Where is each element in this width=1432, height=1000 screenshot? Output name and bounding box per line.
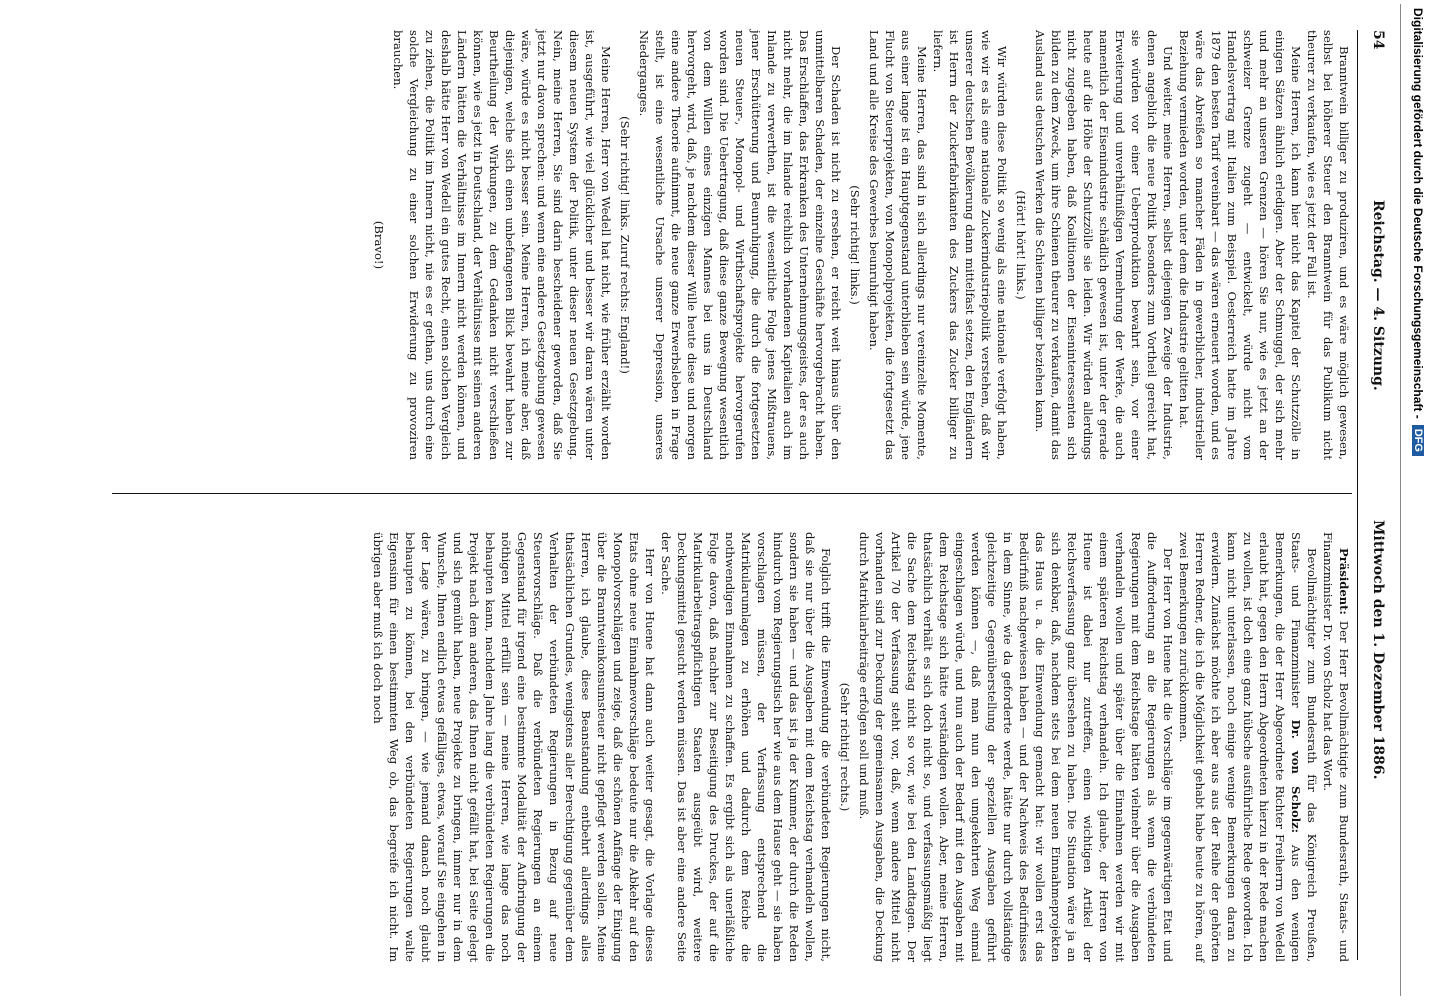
paragraph: Der Schaden ist nicht zu ersehen, er reicht weit hinaus über den unmittelbaren Schaden, der einzelne Geschäfte hervorgebracht haben. Das Erschlaffen, das Erkranken des Unternehmungsgeistes, der es auch nicht mehr, die im Inlande reichlich vorhandenen Kapitalien auch im Inlande zu verwerthen, ist die wesentliche Folge jenes Mißtrauens, jener Erschütterung und Beunruhigung, die durch die fortgesetzten neuen Steuer-, Monopol- und Wirthschaftsprojekte hervorgerufen worden sind. Die Uebertragung, daß diese ganze Bewegung wesentlich von dem Willen eines einzigen Mannes bei uns in Deutschland hervorgeht, wird, daß, je nachdem dieser Wille heute diese und morgen eine andere Theorie aufnimmt, die neue ganze Erwerbsleben in Frage stellt, ist eine wesentliche Ursache unserer Depression, unseres Niederganges. xyxy=(637,30,843,460)
paragraph xyxy=(1176,532,1320,962)
interjection: (Sehr richtig! links. Zuruf rechts: England!) xyxy=(618,116,632,374)
paragraph: Der Herr von Huene hat die Vorschläge im gegenwärtigen Etat und die Aufforderung an die Regierungen als wenn die verbündeten Regierungen mit dem Reichstage hätten vielmehr über die Ausgaben verhandeln wollen und später über die Einnahmen werden wir mit einem späteren Reichstag verhandeln. Ich glaube, der Herren von Huene ist dabei nur zutreffen, einen wichtigen Artikel der Reichsverfassung ganz übersehen zu haben. Die Situation wäre ja an sich denkbar, daß, nachdem stets bei dem neuen Einnahmeprojekten das Haus u. a. die Einwendung gemacht hat: wir wollen erst das Bedürfniß nachgewiesen haben — und der Nachweis des Bedürfnisses in dem Sinne, wie da geforderte werde, hätte nur durch vollständige gleichzeitige Gegenüberstellung der speziellen Ausgaben geführt werden können —, daß man nun den umgekehrten Weg einmal eingeschlagen würde, und nun auch der Bedarf mit den Ausgaben mit dem Reichstage sich hätte verständigen wollen. Aber, meine Herren, thatsächlich verhält es sich doch nicht so, und verfassungsmäßig liegt die Sache dem Reichstag nicht so vor, wie bei den Landtagen. Der Artikel 70 der Verfassung steht vor, daß, wenn andere Mittel nicht vorhanden sind zur Deckung der gemeinsamen Ausgaben, die Deckung durch Matrikularbeiträge erfolgen soll und muß. xyxy=(857,532,1175,962)
paragraph-text: Aus den wenigen Bemerkungen, die der Herr Abgeordnete Richter Freiherrn von Wedell erlaubt hat, gegen den Herrn Abgeordneten hierzu in der Rede machen zu wollen, ist doch eine ganz hübsche ausführliche Rede geworden. Ich kann nicht unterlassen, noch einige wenige Bemerkungen daran zu erwidern. Zunächst möchte ich aber aus aus der Reihe der gehörten Herren Redner, die ich die Möglichkeit gehabt habe heute zu hören, auf zwei Bemerkungen zurückkommen. xyxy=(1177,532,1303,962)
paragraph-text: Der Herr Bevollmächtigte zum Bundesrath, Staats- und Finanzminister Dr. von Scholz hat das Wort. xyxy=(1321,532,1351,962)
speaker-name: Dr. von Scholz: xyxy=(1289,719,1303,834)
column-divider xyxy=(112,493,1352,494)
speaker-name: Präsident: xyxy=(1337,548,1351,615)
header-rule xyxy=(1357,30,1358,960)
interjection: (Sehr richtig! rechts.) xyxy=(838,682,852,812)
paragraph: Folglich trifft die Einwendung die verbündeten Regierungen nicht, daß sie nur über die Ausgaben mit dem Reichstag verhandeln wollen, sondern sie haben — und das ist ja der Kummer, der durch die Reden hindurch vom Regierungstisch her wie aus dem Hause geht — sie haben vorschlagen müssen, der Verfassung entsprechend die Matrikularumlagen zu erhöhen und dadurch dem Reiche die nothwendigen Einnahmen zu schaffen. Es ergibt sich als unerläßliche Folge davon, daß nachher zur Beseitigung des Druckes, der auf die Matrikularbeitragspflichtigen Staaten ausgeübt wird, weitere Deckungsmittel gesucht werden müssen. Das ist aber eine andere Seite der Sache. xyxy=(659,532,833,962)
paragraph: Meine Herren, Herr von Wedell hat nicht, wie früher erzählt worden ist, ausgeführt, wie viel glücklicher und besser wir daran wären unter diesem neuen System der Politik, unter dieser neuen Gesetzgebung. Nein, meine Herren, Sie sind darin bescheidener geworden, daß Sie jetzt nur davon sprechen: und wenn eine andere Gesetzgebung gewesen wäre, würde es nicht besser sein. Meine Herren, ich meine aber, daß diejenigen, welche sich einen unbefangenen Blick bewahrt haben zur Beurtheilung der Wirkungen, zu dem Gedanken nicht verschließen können, wie es jetzt in Deutschland, der Verhältnisse mit seinen anderen Ländern hätten die Verhältnisse im Innern nicht werden können, und deshalb hätte Herr von Wedell ein gutes Recht, einen solchen Vergleich zu ziehen, die Politik im Innern nicht, nie es er gethan, uns durch eine solche Vergleichung zu einer solchen Erwiderung zu provoziren brauchen. xyxy=(391,30,613,460)
header-left: Reichstag. — 4. Sitzung. xyxy=(1370,200,1386,391)
interjection: (Sehr richtig! links.) xyxy=(848,185,862,305)
dfg-logo: DFG xyxy=(1412,425,1424,456)
interjection: (Hört! hört! links.) xyxy=(1014,190,1028,300)
digitization-credit xyxy=(1404,0,1432,992)
paragraph xyxy=(1320,532,1352,962)
paragraph: Wir würden diese Politik so wenig als eine nationale verfolgt haben, wie wir es als eine nationale Zuckerindustriepolitik verstehen, daß wir unserer deutschen Bevölkerung dann mittelfast setzen, den Engländern ist Herrn der Zuckerfabrikanten des Zuckers das Zucker billiger zu liefern. xyxy=(931,30,1009,460)
running-header xyxy=(1360,0,1386,960)
credit-text: Digitalisierung gefördert durch die Deutsche Forschungsgemeinschaft - xyxy=(1411,8,1425,419)
rotated-page-content xyxy=(16,0,1396,1000)
paragraph: Meine Herren, ich kann hier nicht das Kapitel der Schutzzölle in einigen Sätzen ähnlich erledigen. Aber der Schmuggel, der sich mehr und mehr an unseren Grenzen — hören Sie nur, wie es jetzt an der schweizer Grenze zugeht — entwickelt, würde nicht vom Handelsvertrag mit Italien zum Beispiel. Oesterreich hatte im Jahre 1879 den besten Tarif vereinbart — das wären erneuert worden, und es wäre das Abreißen so mancher Fäden in gewerblicher, industrieller Beziehung vermieden worden, unter dem die Industrie gelitten hat. xyxy=(1177,30,1303,460)
interjection: (Bravo!) xyxy=(372,220,386,270)
header-right: Mittwoch den 1. Dezember 1886. xyxy=(1370,520,1386,780)
paragraph: Meine Herren, das sind in sich allerdings nur vereinzelte Momente, aus einer lange ist ein Hauptgegenstand unterblieben sein würde, jene Flucht von Steuerprojekten, von Monopolprojekten, die fortgesetzt das Land und alle Kreise des Gewerbes beunruhigt haben. xyxy=(867,30,929,460)
paragraph-lead: Bevollmächtigter zum Bundesrath für das Königreich Preußen, Staats- und Finanzminister xyxy=(1289,532,1319,962)
text-column-left xyxy=(32,30,1352,460)
paragraph: Branntwein billiger zu produziren, und es wäre möglich gewesen, selbst bei höherer Steuer den Branntwein für das Publikum nicht theurer zu verkaufen, wie es jetzt der Fall ist. xyxy=(1305,30,1351,460)
page-number: 54 xyxy=(1370,30,1386,50)
paragraph: Und weiter, meine Herren, selbst diejenigen Zweige der Industrie, denen angeblich die neue Politik besonders zum Vortheil gereicht hat, sie würden vor einer Ueberproduktion bewahrt sein, vor einer Erweiterung und unverhältnißigen Vermehrung der Werke, die auch namentlich der Eisenindustrie schädlich gewesen ist, unter der gerade heute auf die Höhe der Schutzzölle sie leiden. Wir würden allerdings nicht zugegeben haben, daß Koalitionen der Eiseninteressenten sich bilden zu dem Zweck, um ihre Schienen theurer zu verkaufen, damit das Ausland aus deutschen Werken die Schienen billiger beziehen kann. xyxy=(1033,30,1175,460)
text-column-right xyxy=(32,532,1352,962)
paragraph: Herr von Huene hat dann auch weiter gesagt, die Vorlage dieses Etats ohne neue Einnahmevorschläge bedeute nur die Abkehr auf den Monopolvorschlägen und zeige, daß die schönen Anfänge der Einigung über die Branntweinkonsumsteuer nicht gepflegt werden sollen. Meine Herren, ich glaube, diese Beanstandung entbehrt allerdings alles thatsächlichen Grundes, wenigstens aller Berechtigung gegenüber dem Verhalten der verbündeten Regierungen in Bezug auf neue Steuervorschläge. Daß die verbündeten Regierungen an einem Gegenstand für irgend eine bestimmte Modalität der Aufbringung der nöthigen Mittel erfüllt sein — meine Herren, wie lange das noch behaupten kann, nachdem Jahre lang die verbündeten Regierungen die Projekt nach dem anderen, das Ihnen nicht gefällt hat, bei Seite gelegt und sich gemüht haben, neue Projekte zu bringen, immer nur in dem Wunsche, Ihnen endlich etwas gefälliges, etwas, worauf Sie eingehen in der Lage wären, zu bringen, — wie jemand danach noch glaubt behaupten zu können, bei den verbündeten Regierungen walte Eigensinn für einen bestimmten Weg ob, das begreife ich nicht. Im übrigen aber muß ich doch noch xyxy=(371,532,657,962)
